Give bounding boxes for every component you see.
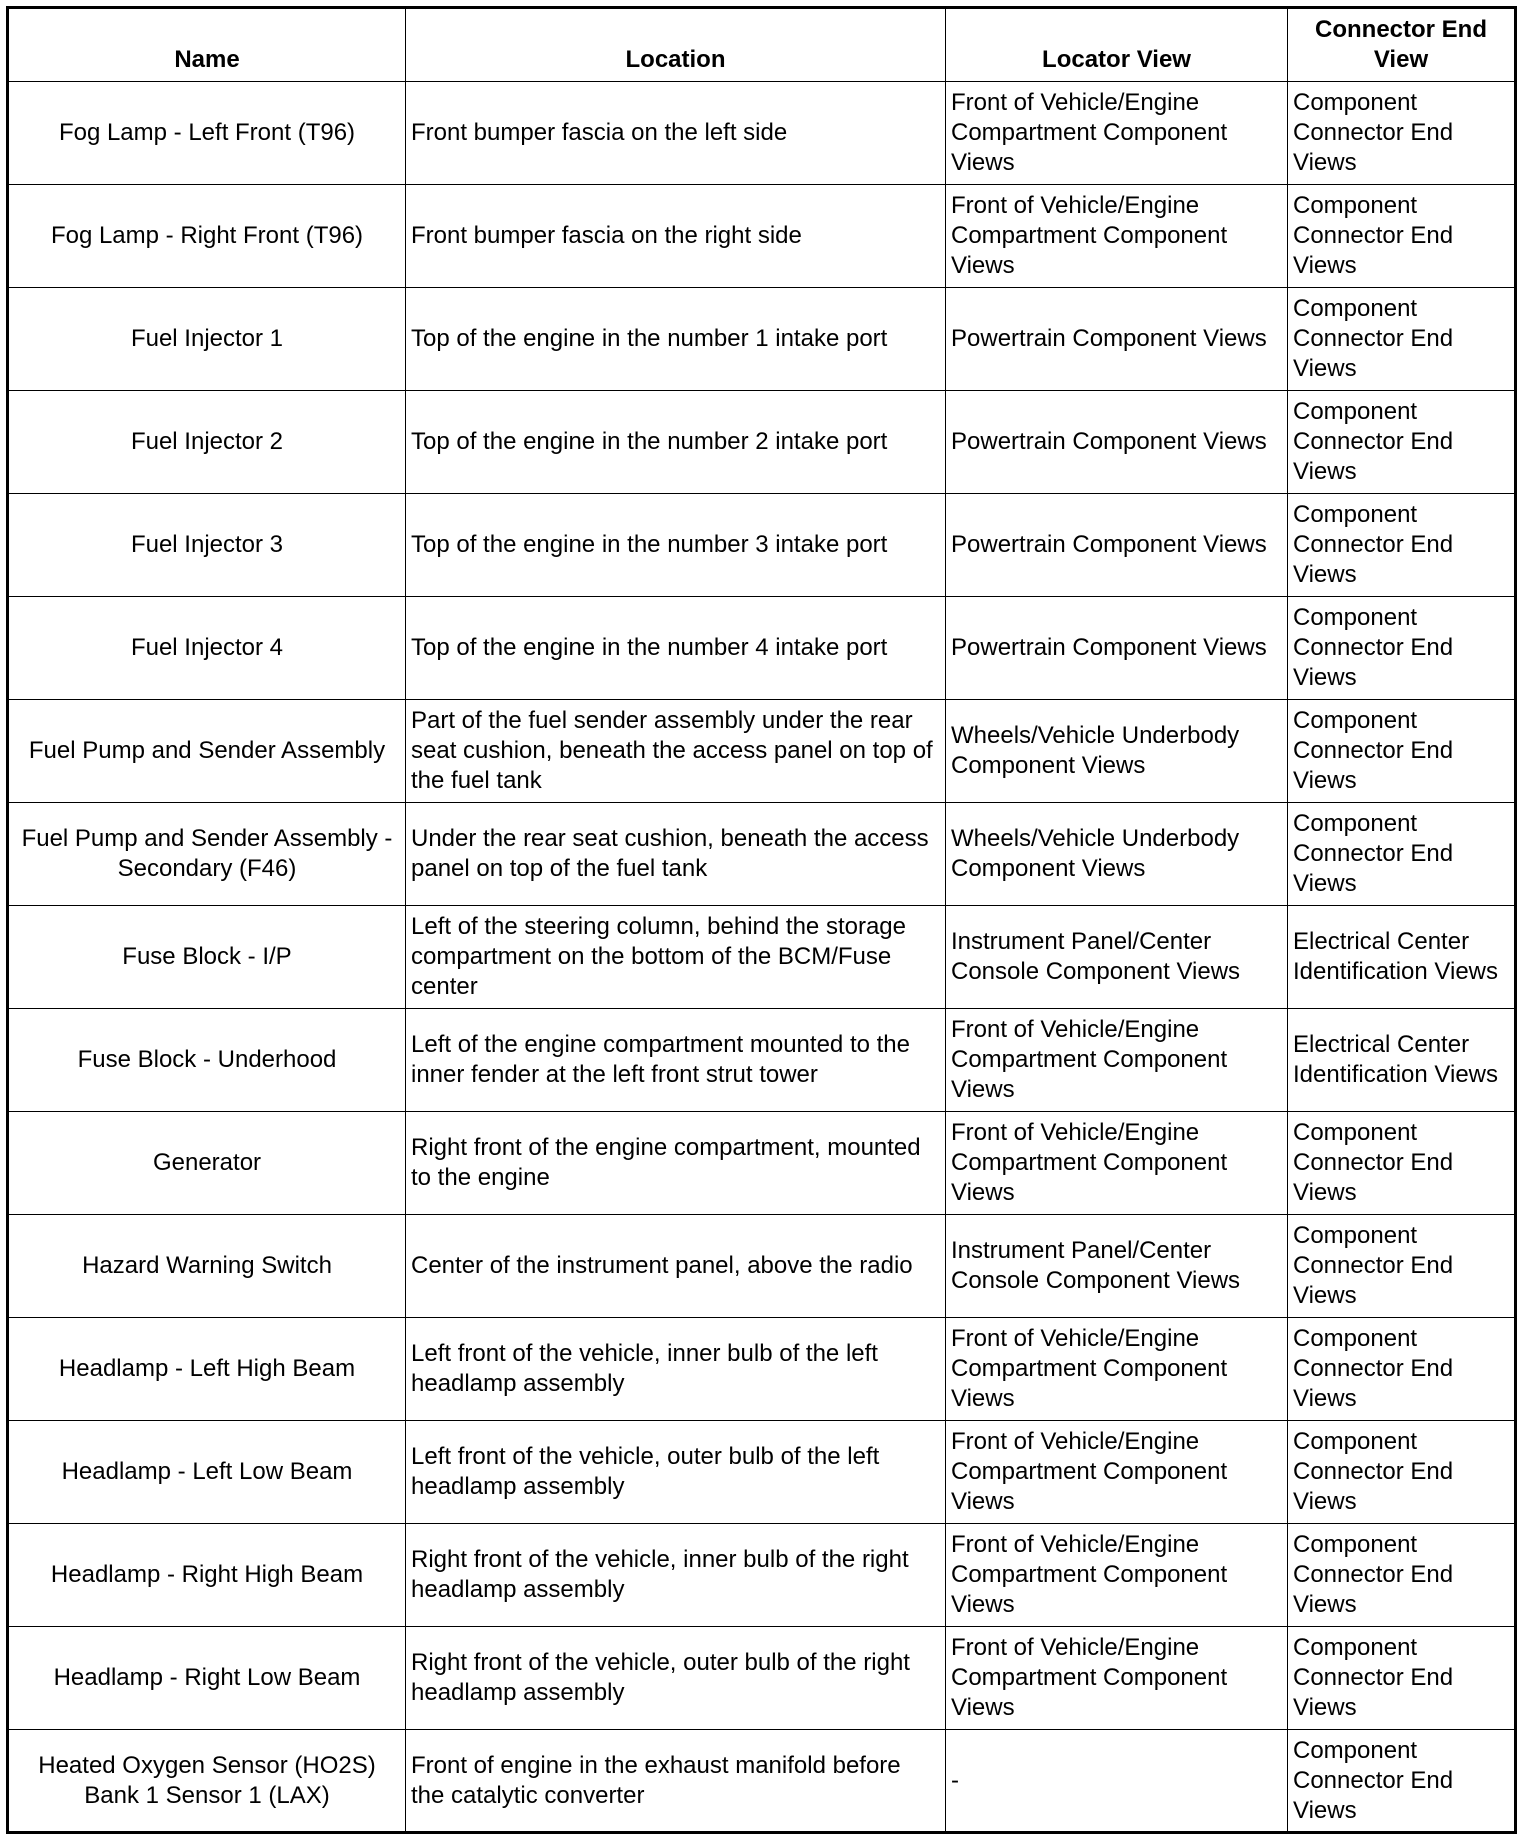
cell-locator-view: Front of Vehicle/Engine Compartment Component Views [946, 1627, 1288, 1730]
cell-connector-end-view: Component Connector End Views [1288, 1215, 1516, 1318]
cell-connector-end-view: Component Connector End Views [1288, 1627, 1516, 1730]
cell-location: Right front of the vehicle, outer bulb of the right headlamp assembly [406, 1627, 946, 1730]
cell-name: Fog Lamp - Left Front (T96) [8, 82, 406, 185]
table-row [8, 82, 1516, 185]
cell-name: Fuse Block - I/P [8, 906, 406, 1009]
table-row [8, 803, 1516, 906]
table-row [8, 391, 1516, 494]
cell-location: Left front of the vehicle, outer bulb of the left headlamp assembly [406, 1421, 946, 1524]
table-row [8, 906, 1516, 1009]
cell-locator-view: Wheels/Vehicle Underbody Component Views [946, 803, 1288, 906]
cell-locator-view: Front of Vehicle/Engine Compartment Component Views [946, 1318, 1288, 1421]
cell-location: Front of engine in the exhaust manifold before the catalytic converter [406, 1730, 946, 1833]
cell-locator-view: Front of Vehicle/Engine Compartment Component Views [946, 1421, 1288, 1524]
cell-connector-end-view: Component Connector End Views [1288, 1421, 1516, 1524]
cell-location: Top of the engine in the number 3 intake port [406, 494, 946, 597]
table-row [8, 1730, 1516, 1833]
table-row [8, 1112, 1516, 1215]
cell-locator-view: Front of Vehicle/Engine Compartment Component Views [946, 185, 1288, 288]
cell-location: Top of the engine in the number 2 intake port [406, 391, 946, 494]
cell-connector-end-view: Component Connector End Views [1288, 494, 1516, 597]
column-header-location: Location [406, 8, 946, 82]
column-header-locator-view: Locator View [946, 8, 1288, 82]
cell-locator-view: Instrument Panel/Center Console Component Views [946, 1215, 1288, 1318]
cell-name: Fog Lamp - Right Front (T96) [8, 185, 406, 288]
cell-locator-view: Wheels/Vehicle Underbody Component Views [946, 700, 1288, 803]
cell-location: Left of the engine compartment mounted to the inner fender at the left front strut tower [406, 1009, 946, 1112]
table-row [8, 494, 1516, 597]
component-locator-table [6, 6, 1517, 1834]
cell-connector-end-view: Component Connector End Views [1288, 185, 1516, 288]
cell-name: Headlamp - Left High Beam [8, 1318, 406, 1421]
cell-connector-end-view: Electrical Center Identification Views [1288, 1009, 1516, 1112]
cell-location: Part of the fuel sender assembly under the rear seat cushion, beneath the access panel on top of the fuel tank [406, 700, 946, 803]
table-body [8, 82, 1516, 1833]
table-row [8, 288, 1516, 391]
cell-connector-end-view: Component Connector End Views [1288, 597, 1516, 700]
cell-name: Fuel Pump and Sender Assembly [8, 700, 406, 803]
cell-connector-end-view: Component Connector End Views [1288, 391, 1516, 494]
cell-locator-view: Powertrain Component Views [946, 494, 1288, 597]
column-header-connector-end-view: Connector End View [1288, 8, 1516, 82]
cell-location: Right front of the engine compartment, mounted to the engine [406, 1112, 946, 1215]
table-row [8, 1627, 1516, 1730]
cell-connector-end-view: Component Connector End Views [1288, 1524, 1516, 1627]
cell-location: Center of the instrument panel, above the radio [406, 1215, 946, 1318]
cell-location: Left front of the vehicle, inner bulb of the left headlamp assembly [406, 1318, 946, 1421]
cell-name: Headlamp - Right High Beam [8, 1524, 406, 1627]
header-row [8, 8, 1516, 82]
table-row [8, 1524, 1516, 1627]
cell-location: Top of the engine in the number 4 intake port [406, 597, 946, 700]
column-header-name: Name [8, 8, 406, 82]
cell-name: Fuel Injector 1 [8, 288, 406, 391]
cell-connector-end-view: Component Connector End Views [1288, 1730, 1516, 1833]
cell-locator-view: Instrument Panel/Center Console Component Views [946, 906, 1288, 1009]
cell-name: Fuel Injector 2 [8, 391, 406, 494]
cell-locator-view: Front of Vehicle/Engine Compartment Component Views [946, 1009, 1288, 1112]
cell-connector-end-view: Component Connector End Views [1288, 803, 1516, 906]
cell-name: Headlamp - Left Low Beam [8, 1421, 406, 1524]
cell-location: Front bumper fascia on the left side [406, 82, 946, 185]
table-row [8, 1215, 1516, 1318]
cell-connector-end-view: Component Connector End Views [1288, 288, 1516, 391]
cell-name: Fuse Block - Underhood [8, 1009, 406, 1112]
cell-location: Under the rear seat cushion, beneath the access panel on top of the fuel tank [406, 803, 946, 906]
cell-connector-end-view: Component Connector End Views [1288, 1318, 1516, 1421]
table-header [8, 8, 1516, 82]
table-row [8, 1421, 1516, 1524]
cell-name: Heated Oxygen Sensor (HO2S) Bank 1 Sensor 1 (LAX) [8, 1730, 406, 1833]
cell-name: Headlamp - Right Low Beam [8, 1627, 406, 1730]
cell-connector-end-view: Component Connector End Views [1288, 82, 1516, 185]
table-row [8, 700, 1516, 803]
cell-location: Front bumper fascia on the right side [406, 185, 946, 288]
cell-location: Right front of the vehicle, inner bulb of the right headlamp assembly [406, 1524, 946, 1627]
cell-locator-view: Front of Vehicle/Engine Compartment Component Views [946, 1112, 1288, 1215]
cell-name: Fuel Pump and Sender Assembly - Secondary (F46) [8, 803, 406, 906]
cell-name: Generator [8, 1112, 406, 1215]
cell-name: Fuel Injector 4 [8, 597, 406, 700]
cell-name: Fuel Injector 3 [8, 494, 406, 597]
cell-locator-view: Front of Vehicle/Engine Compartment Component Views [946, 82, 1288, 185]
cell-locator-view: Powertrain Component Views [946, 391, 1288, 494]
cell-location: Top of the engine in the number 1 intake port [406, 288, 946, 391]
table-row [8, 597, 1516, 700]
cell-location: Left of the steering column, behind the storage compartment on the bottom of the BCM/Fuse center [406, 906, 946, 1009]
cell-locator-view: - [946, 1730, 1288, 1833]
cell-name: Hazard Warning Switch [8, 1215, 406, 1318]
cell-connector-end-view: Component Connector End Views [1288, 1112, 1516, 1215]
table-row [8, 1318, 1516, 1421]
cell-connector-end-view: Component Connector End Views [1288, 700, 1516, 803]
table-row [8, 1009, 1516, 1112]
cell-locator-view: Front of Vehicle/Engine Compartment Component Views [946, 1524, 1288, 1627]
cell-locator-view: Powertrain Component Views [946, 597, 1288, 700]
cell-locator-view: Powertrain Component Views [946, 288, 1288, 391]
cell-connector-end-view: Electrical Center Identification Views [1288, 906, 1516, 1009]
table-row [8, 185, 1516, 288]
component-locator-table-sheet [6, 6, 1514, 1834]
